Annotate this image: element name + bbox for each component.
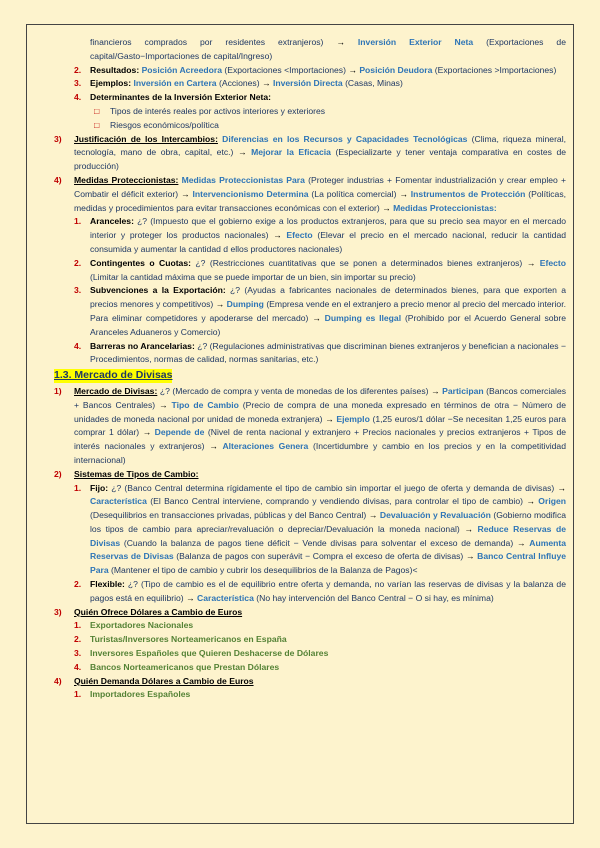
list-number: 4.: [74, 661, 82, 672]
list-item-contingentes: [54, 257, 566, 285]
keyword: Dumping: [226, 299, 264, 310]
arrow-icon: →: [186, 592, 195, 603]
text: (Cuando la balanza de pagos tiene déficit − Vende divisas para solventar el exceso de demanda): [123, 537, 514, 548]
arrow-icon: →: [261, 78, 271, 89]
item-label: Ejemplos:: [90, 78, 132, 89]
text: (Bancos comerciales + Bancos Centrales): [74, 385, 567, 410]
item-label: Barreras no Arancelarias:: [90, 340, 195, 351]
list-item: [54, 619, 566, 633]
list-item-determinantes: [54, 91, 566, 105]
text: (Balanza de pagos con superávit − Compra el exceso de oferta de divisas): [176, 551, 464, 562]
list-number: 3.: [74, 78, 82, 89]
bullet-item: [54, 119, 566, 133]
text: (Precio de compra de una moneda expresado en términos de otra − Número de unidades de moneda nacional por unidad de moneda extranjera): [74, 399, 566, 424]
keyword: Característica: [90, 496, 147, 507]
item-label: Fijo:: [90, 482, 109, 493]
arrow-icon: →: [159, 399, 168, 410]
keyword: Alteraciones Genera: [222, 441, 309, 452]
section-heading-mercado-divisas: [54, 367, 566, 385]
item-label: Subvenciones a la Exportación:: [90, 285, 226, 296]
paragraph-inversion-exterior: [54, 36, 566, 64]
arrow-icon: →: [348, 64, 357, 75]
list-number: 2.: [74, 64, 82, 75]
text: (Desequilibrios en transacciones privadas, públicas y del Banco Central): [90, 510, 367, 521]
list-number: 2.: [74, 257, 82, 268]
keyword: Diferencias en los Recursos y Capacidades Tecnológicas: [222, 133, 468, 144]
item-label: Contingentes o Cuotas:: [90, 257, 191, 268]
list-number: 3): [54, 133, 62, 144]
section-label: Quién Ofrece Dólares a Cambio de Euros: [74, 606, 243, 617]
text: (Exportaciones >Importaciones): [434, 64, 557, 75]
section-label: Mercado de Divisas:: [74, 385, 158, 396]
section-sistemas-tipos-cambio: [54, 468, 566, 482]
list-item: [54, 661, 566, 675]
text: (1,25 euros/1 dólar −Se necesitan 1,25 euros para comprar 1 dólar): [74, 413, 567, 438]
item-text: Bancos Norteamericanos que Prestan Dólares: [90, 661, 280, 672]
list-number: 2): [54, 468, 62, 479]
arrow-icon: →: [557, 482, 567, 493]
text: (Clima, riqueza mineral, tecnología, mano de obra, capital, etc.): [74, 133, 567, 158]
text: ¿? (Impuesto que el gobierno exige a los productos extranjeros, para que su precio sea mayor en el mercado interior y proteger los productos nacionales): [90, 216, 567, 241]
arrow-icon: →: [273, 230, 282, 241]
list-number: 1.: [74, 620, 82, 631]
text: (Exportaciones <Importaciones): [224, 64, 346, 75]
keyword: Tipo de Cambio: [171, 399, 239, 410]
arrow-icon: →: [526, 496, 535, 507]
keyword: Medidas Proteccionistas:: [393, 202, 497, 213]
list-number: 4): [54, 675, 62, 686]
section-label: Quién Demanda Dólares a Cambio de Euros: [74, 675, 254, 686]
keyword: Aumenta Reservas de Divisas: [90, 537, 567, 562]
arrow-icon: →: [237, 147, 247, 158]
checkbox-bullet-icon: □: [94, 119, 100, 130]
item-text: Turistas/Inversores Norteamericanos en España: [90, 634, 287, 645]
section-label: Justificación de los Intercambios:: [74, 133, 218, 144]
text: (No hay intervención del Banco Central − O si hay, es mínima): [256, 592, 494, 603]
list-number: 1.: [74, 216, 82, 227]
item-text: Exportadores Nacionales: [90, 620, 194, 631]
text: ¿? (Tipo de cambio es el de equilibrio entre oferta y demanda, no varían las reservas de divisas y la balanza de pagos está en equilibrio): [90, 579, 566, 603]
section-quien-ofrece: [54, 606, 566, 620]
keyword: Inversión Exterior Neta: [357, 37, 474, 47]
section-title: 1.3. Mercado de Divisas: [54, 369, 173, 382]
section-medidas-proteccionistas: [54, 174, 566, 215]
arrow-icon: →: [181, 188, 190, 199]
text: (Proteger industrias + Fomentar industrialización y crear empleo + Combatir el déficit exterior): [74, 174, 566, 199]
keyword: Medidas Proteccionistas Para: [181, 174, 305, 185]
text: ¿? (Regulaciones administrativas que discriminan bienes extranjeros y benefician a nacionales − Procedimientos, normas de calidad, normas sanitarias, etc.): [90, 340, 566, 365]
keyword: Instrumentos de Protección: [410, 188, 526, 199]
keyword: Inversión Directa: [272, 78, 343, 89]
list-number: 2.: [74, 579, 82, 590]
item-label: Determinantes de la Inversión Exterior Neta:: [90, 92, 272, 103]
keyword: Característica: [197, 592, 254, 603]
arrow-icon: →: [209, 441, 218, 452]
list-item-fijo: [54, 482, 566, 579]
list-number: 1.: [74, 689, 82, 700]
keyword: Banco Central Influye Para: [90, 551, 566, 576]
text: (Limitar la cantidad máxima que se puede importar de un bien, sin importar su precio): [90, 271, 416, 282]
arrow-icon: →: [399, 188, 408, 199]
text: (Mantener el tipo de cambio y cubrir los desequilibrios de la Balanza de Pagos)<: [111, 565, 418, 576]
text: (Elevar el precio en el mercado nacional, reducir la cantidad consumida y aumentar la cantidad d ellos productores nacionales): [90, 230, 567, 254]
list-number: 3.: [74, 285, 82, 296]
document-body: [54, 36, 566, 702]
text: (Acciones): [218, 78, 260, 89]
keyword: Reduce Reservas de Divisas: [90, 523, 567, 548]
arrow-icon: →: [382, 202, 391, 213]
list-item-flexible: [54, 578, 566, 606]
checkbox-bullet-icon: □: [94, 105, 100, 116]
keyword: Dumping es Ilegal: [324, 312, 402, 323]
list-item-aranceles: [54, 215, 566, 256]
text: (Políticas, medidas y procedimientos para evitar transacciones económicas con el exterior): [74, 188, 567, 213]
keyword: Ejemplo: [336, 413, 370, 424]
text: ¿? (Restricciones cuantitativas que se ponen a determinados bienes extranjeros): [195, 257, 523, 268]
text: ¿? (Ayudas a fabricantes nacionales de determinados bienes, para que exporten a precios menores y competitivos): [90, 285, 566, 310]
list-number: 3): [54, 606, 62, 617]
list-item-resultados: [54, 64, 566, 78]
list-number: 2.: [74, 634, 82, 645]
text: (Nivel de renta nacional y extranjero + Precios nacionales y precios extranjeros + Tipos de interés nacionales y extranjeros): [74, 427, 567, 452]
keyword: Intervencionismo Determina: [192, 188, 309, 199]
section-label: Medidas Proteccionistas:: [74, 174, 179, 185]
arrow-icon: →: [336, 37, 345, 47]
text: (La política comercial): [311, 188, 397, 199]
item-text: Importadores Españoles: [90, 689, 191, 700]
text: (Exportaciones de capital/Gasto−Importaciones de capital/Ingreso): [90, 37, 566, 61]
keyword: Mejorar la Eficacia: [251, 147, 331, 158]
bullet-item: [54, 105, 566, 119]
text: ¿? (Banco Central determina rígidamente el tipo de cambio sin importar el juego de oferta y demanda de divisas): [111, 482, 555, 493]
keyword: Devaluación y Revaluación: [379, 510, 491, 521]
list-item: [54, 633, 566, 647]
list-item-ejemplos: [54, 77, 566, 91]
text: Riesgos económicos/política: [110, 119, 219, 130]
list-number: 4.: [74, 340, 82, 351]
text: financieros comprados por residentes extranjeros): [90, 37, 324, 47]
text: (El Banco Central interviene, comprando y vendiendo divisas, para controlar el tipo de cambio): [150, 496, 523, 507]
text: ¿? (Mercado de compra y venta de monedas de los diferentes países): [159, 385, 429, 396]
arrow-icon: →: [142, 427, 152, 438]
list-item-barreras: [54, 340, 566, 368]
arrow-icon: →: [465, 551, 475, 562]
text: (Especializarte y tener ventaja comparativa en costes de producción): [74, 147, 567, 172]
arrow-icon: →: [431, 385, 440, 396]
list-item: [54, 688, 566, 702]
section-quien-demanda: [54, 675, 566, 689]
item-label: Flexible:: [90, 579, 125, 590]
item-text: Inversores Españoles que Quieren Deshacerse de Dólares: [90, 648, 329, 659]
keyword: Efecto: [539, 257, 566, 268]
text: (Prohibido por el Acuerdo General sobre Aranceles Aduaneros y Comercio): [90, 312, 566, 337]
text: (Empresa vende en el extranjero a precio menor al precio del mercado interior. Para eliminar competidores y apoderarse del mercado): [90, 299, 566, 323]
list-item-subvenciones: [54, 284, 566, 339]
item-label: Resultados:: [90, 64, 140, 75]
arrow-icon: →: [215, 299, 225, 310]
arrow-icon: →: [526, 257, 536, 268]
arrow-icon: →: [464, 523, 473, 534]
keyword: Inversión en Cartera: [133, 78, 217, 89]
keyword: Posición Acreedora: [141, 64, 222, 75]
list-number: 1.: [74, 482, 82, 493]
arrow-icon: →: [516, 537, 526, 548]
text: (Incertidumbre y cambio en los precios y en la competitividad internacional): [74, 441, 566, 465]
text: (Gobierno modifica los tipos de cambio para apreciar/revaluación o depreciar/Devaluación la moneda nacional): [90, 510, 567, 534]
list-item: [54, 647, 566, 661]
arrow-icon: →: [325, 413, 334, 424]
text: Tipos de interés reales por activos interiores y exteriores: [110, 105, 326, 116]
list-number: 1): [54, 385, 62, 396]
section-label: Sistemas de Tipos de Cambio:: [74, 468, 199, 479]
text: (Casas, Minas): [345, 78, 403, 89]
arrow-icon: →: [312, 312, 321, 323]
list-number: 4.: [74, 92, 82, 103]
list-number: 4): [54, 174, 62, 185]
arrow-icon: →: [368, 510, 378, 521]
item-label: Aranceles:: [90, 216, 134, 227]
section-justificacion: [54, 133, 566, 174]
section-mercado-de-divisas: [54, 385, 566, 468]
keyword: Depende de: [154, 427, 205, 438]
list-number: 3.: [74, 648, 82, 659]
keyword: Participan: [442, 385, 484, 396]
keyword: Efecto: [286, 230, 313, 241]
keyword: Posición Deudora: [359, 64, 433, 75]
keyword: Origen: [538, 496, 566, 507]
